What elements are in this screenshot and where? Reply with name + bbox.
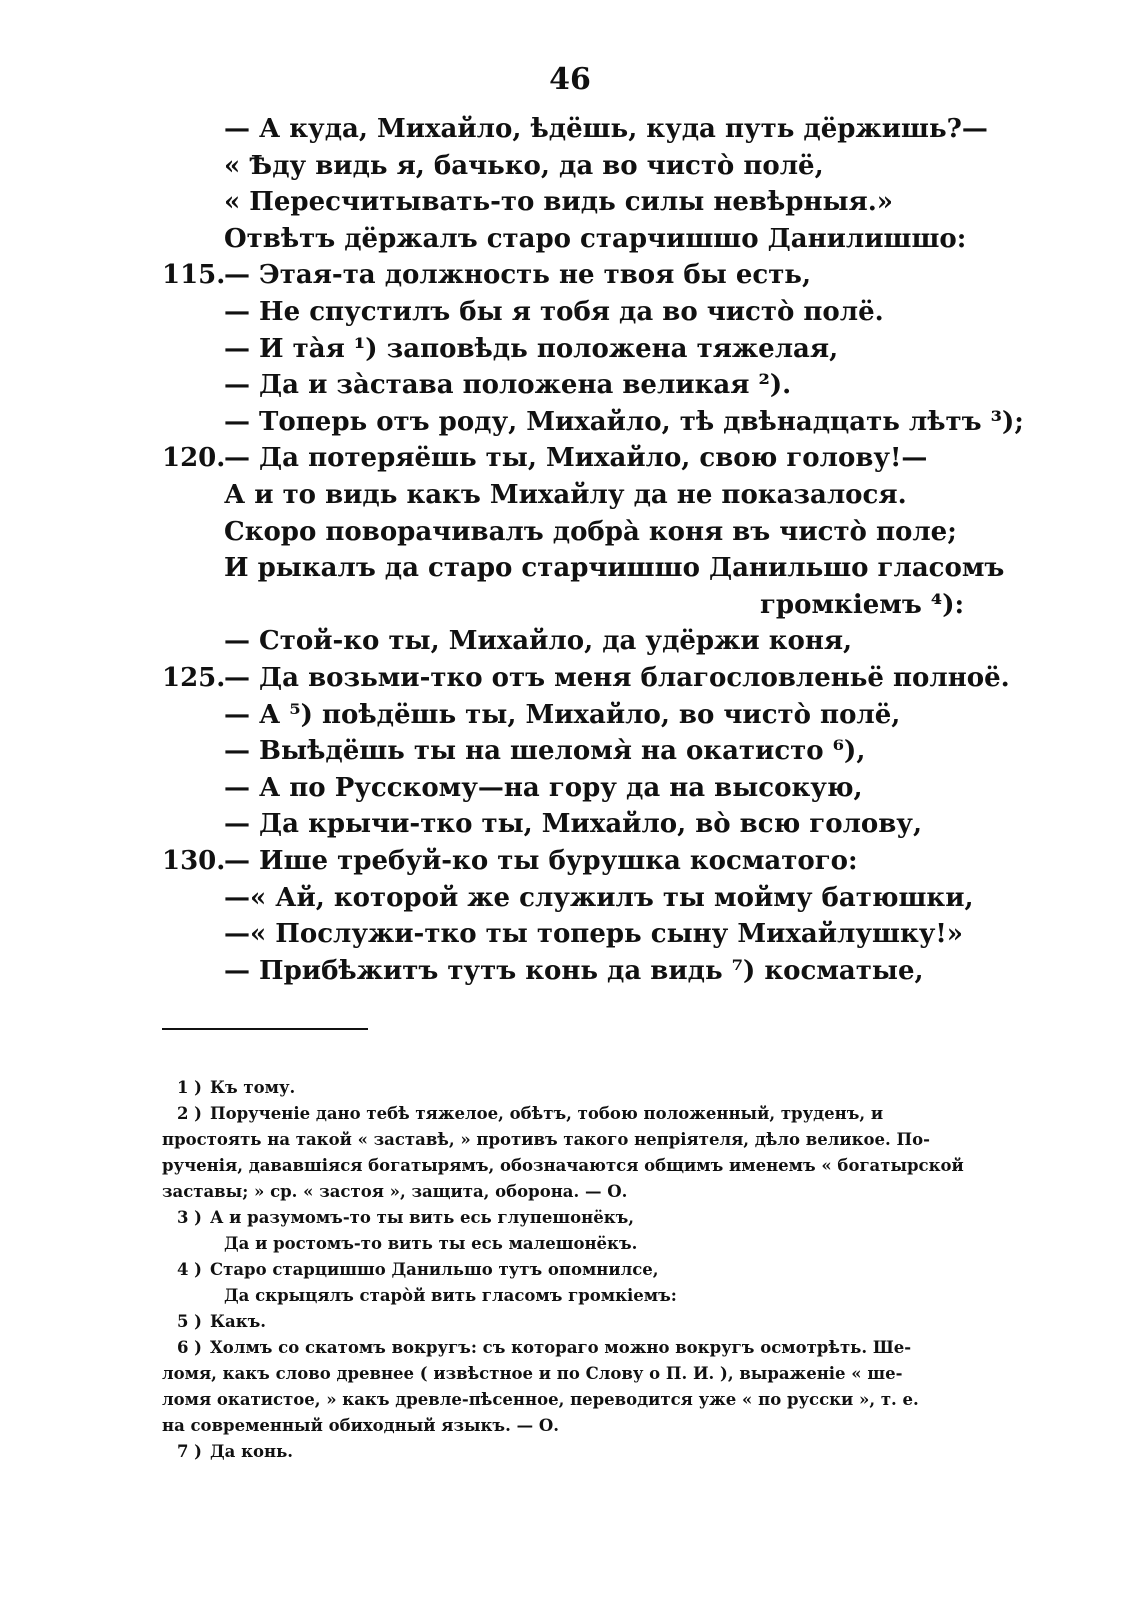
verse-line xyxy=(0,769,1140,807)
verse-line xyxy=(0,952,1140,990)
footnote-text: Да конь. xyxy=(210,1442,294,1461)
verse-line xyxy=(0,842,1140,880)
verse-text: А и то видь какъ Михайлу да не показалося. xyxy=(224,480,907,510)
verse-text: Отвѣтъ дёржалъ старо старчишшо Данилишшо: xyxy=(224,223,967,254)
verse-text: —« Послужи-тко ты топерь сыну Михайлушку!» xyxy=(224,919,964,950)
footnote-marker: 1 ) xyxy=(176,1078,202,1097)
verse-line xyxy=(0,549,1140,587)
verse-text: — А ⁵) поѣдёшь ты, Михайло, во чисто̀ полё, xyxy=(224,699,901,730)
footnote-marker: 2 ) xyxy=(176,1104,202,1123)
verse-line xyxy=(0,805,1140,843)
line-number: 115. xyxy=(162,260,226,291)
verse-text: — Этая-та должность не твоя бы есть, xyxy=(224,260,812,291)
footnote-marker: 6 ) xyxy=(176,1338,202,1357)
verse-line xyxy=(0,696,1140,734)
verse-text: — Да потеряёшь ты, Михайло, свою голову!— xyxy=(224,443,928,474)
footnote xyxy=(162,1075,972,1101)
footnote-marker: 4 ) xyxy=(176,1260,202,1279)
page-number: 46 xyxy=(549,62,591,97)
footnote xyxy=(162,1205,972,1231)
verse-text: — Топерь отъ роду, Михайло, тѣ двѣнадцать лѣтъ ³); xyxy=(224,406,1024,437)
verse-line xyxy=(0,732,1140,770)
verse-line xyxy=(0,147,1140,185)
line-number: 130. xyxy=(162,846,226,876)
footnote-text: простоять на такой « заставѣ, » противъ такого непріятеля, дѣло великое. По- xyxy=(162,1130,930,1149)
footnote-text: ломя, какъ слово древнее ( извѣстное и по Слову о П. И. ), выраженіе « ше- xyxy=(162,1364,903,1383)
verse-text: — Ише требуй-ко ты бурушка косматого: xyxy=(224,846,858,876)
verse-line xyxy=(0,183,1140,221)
verse-text: — А куда, Михайло, ѣдёшь, куда путь дёржишь?— xyxy=(224,114,988,144)
footnote-text: Порученіе дано тебѣ тяжелое, обѣтъ, тобою положенный, труденъ, и xyxy=(210,1104,884,1123)
footnote-text: рученія, дававшіяся богатырямъ, обозначаются общимъ именемъ « богатырской xyxy=(162,1156,964,1175)
verse-line xyxy=(0,439,1140,477)
verse-line xyxy=(0,256,1140,294)
verse-text: громкіемъ ⁴): xyxy=(760,589,965,620)
verse-text: — Прибѣжитъ тутъ конь да видь ⁷) косматые, xyxy=(224,955,924,986)
verse-text: — Да и за̀става положена великая ²). xyxy=(224,370,792,401)
verse-line xyxy=(0,293,1140,331)
verse-line xyxy=(0,622,1140,660)
footnote xyxy=(162,1309,972,1335)
footnote xyxy=(162,1257,972,1283)
footnote-text: Да скрыцялъ старо̀й вить гласомъ громкіемъ: xyxy=(224,1286,677,1305)
verse-text: — Да возьми-тко отъ меня благословленьё полноё. xyxy=(224,663,1010,693)
footnote-text: Старо старцишшо Данильшо тутъ опомнилсе, xyxy=(210,1260,659,1279)
verse-line xyxy=(0,366,1140,404)
verse-text: — Выѣдёшь ты на шеломя̀ на окатисто ⁶), xyxy=(224,736,866,767)
footnote-text: Какъ. xyxy=(210,1312,267,1331)
verse-text: « Пересчитывать-то видь силы невѣрныя.» xyxy=(224,187,894,218)
footnote-text: Холмъ со скатомъ вокругъ: съ котораго можно вокругъ осмотрѣть. Ше- xyxy=(210,1338,912,1357)
footnote-text: на современный обиходный языкъ. — О. xyxy=(162,1416,559,1435)
line-number: 125. xyxy=(162,663,226,693)
verse-text: « Ѣду видь я, бачько, да во чисто̀ полё, xyxy=(224,150,824,181)
verse-text: — Стой-ко ты, Михайло, да удёржи коня, xyxy=(224,626,853,657)
footnote-text: заставы; » ср. « застоя », защита, оборона. — О. xyxy=(162,1182,628,1201)
footnote xyxy=(162,1101,972,1127)
footnote-divider xyxy=(162,1028,368,1030)
verse-line xyxy=(0,403,1140,441)
footnote xyxy=(162,1439,972,1465)
verse-line xyxy=(0,110,1140,148)
footnote xyxy=(162,1335,972,1361)
verse-line xyxy=(0,476,1140,514)
verse-text: — Да крычи-тко ты, Михайло, во̀ всю голову, xyxy=(224,809,923,840)
footnote-marker: 7 ) xyxy=(176,1442,202,1461)
footnote-text: ломя окатистое, » какъ древле-пѣсенное, переводится уже « по русски », т. е. xyxy=(162,1390,919,1409)
footnote-text: Къ тому. xyxy=(210,1078,296,1097)
verse-text: — И та̀я ¹) заповѣдь положена тяжелая, xyxy=(224,333,839,364)
verse-line xyxy=(0,330,1140,368)
verse-line xyxy=(0,659,1140,697)
verse-text: —« Ай, которой же служилъ ты мойму батюшки, xyxy=(224,882,974,913)
line-number: 120. xyxy=(162,443,226,474)
footnote-text: А и разумомъ-то ты вить есь глупешонёкъ, xyxy=(210,1208,635,1227)
verse-line xyxy=(0,513,1140,551)
footnote-marker: 3 ) xyxy=(176,1208,202,1227)
footnote-marker: 5 ) xyxy=(176,1312,202,1331)
verse-line xyxy=(0,915,1140,953)
verse-line xyxy=(0,586,1140,624)
verse-text: — Не спустилъ бы я тобя да во чисто̀ полё. xyxy=(224,297,884,327)
verse-line xyxy=(0,220,1140,258)
verse-text: — А по Русскому—на гору да на высокую, xyxy=(224,772,863,803)
verse-text: И рыкалъ да старо старчишшо Данильшо гласомъ xyxy=(224,553,1005,584)
verse-text: Скоро поворачивалъ добра̀ коня въ чисто̀ поле; xyxy=(224,516,957,547)
verse-line xyxy=(0,879,1140,917)
footnote-text: Да и ростомъ-то вить ты есь малешонёкъ. xyxy=(224,1234,638,1253)
